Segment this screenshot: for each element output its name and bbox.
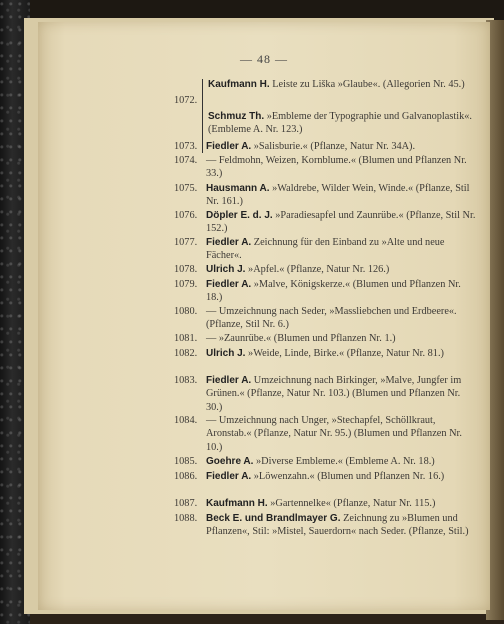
entry-number: 1072. (174, 95, 198, 106)
entry-text (206, 236, 478, 263)
entry-number: 1079. (174, 279, 198, 290)
entry-description: — »Zaunrübe.« (Blumen und Pflanzen Nr. 1.) (206, 333, 396, 344)
artist-name: Beck E. und Brandlmayer G. (206, 513, 341, 524)
entry-description: »Waldrebe, Wilder Wein, Winde.« (Pflanze, Stil Nr. 161.) (206, 183, 470, 208)
entry-text (206, 154, 478, 181)
artist-name: Kaufmann H. (208, 79, 270, 90)
entry-text (206, 470, 478, 483)
artist-name: Fiedler A. (206, 141, 252, 152)
entry-text (208, 110, 480, 137)
artist-name: Fiedler A. (206, 279, 252, 290)
page-number: — 48 — (240, 52, 288, 66)
entry-number: 1078. (174, 264, 198, 275)
artist-name: Ulrich J. (206, 264, 246, 275)
entry-description: Zeichnung für den Einband zu »Alte und neue Fächer«. (206, 237, 445, 262)
entry-number: 1087. (174, 498, 198, 509)
entry-text (206, 455, 478, 468)
entry-description: — Umzeichnung nach Unger, »Stechapfel, Schöllkraut, Aronstab.« (Pflanze, Natur Nr. 95.) (Blumen und Pflanzen Nr. 10.) (206, 415, 462, 453)
entry-description: Leiste zu Liška »Glaube«. (Allegorien Nr. 45.) (272, 79, 465, 90)
entry-description: »Diverse Embleme.« (Embleme A. Nr. 18.) (256, 456, 435, 467)
entry-text (206, 140, 478, 153)
artist-name: Kaufmann H. (206, 498, 268, 509)
entry-number: 1084. (174, 415, 198, 426)
entry-description: »Salisburie.« (Pflanze, Natur Nr. 34A). (253, 141, 416, 152)
artist-name: Schmuz Th. (208, 111, 265, 122)
entry-number: 1075. (174, 183, 198, 194)
entry-text (208, 78, 480, 91)
entry-number: 1076. (174, 210, 198, 221)
entry-number: 1081. (174, 333, 198, 344)
entry-number: 1088. (174, 513, 198, 524)
entry-text (206, 414, 478, 454)
artist-name: Goehre A. (206, 456, 254, 467)
catalog-page (38, 22, 490, 610)
entry-description: Umzeichnung nach Birkinger, »Malve, Jungfer im Grünen.« (Pflanze, Natur Nr. 103.) (Blumen und Pflanzen Nr. 30.) (206, 375, 462, 413)
entry-number: 1085. (174, 456, 198, 467)
entry-description: »Löwenzahn.« (Blumen und Pflanzen Nr. 16.) (253, 471, 445, 482)
entry-text (206, 497, 478, 510)
entry-number: 1073. (174, 141, 198, 152)
artist-name: Fiedler A. (206, 471, 252, 482)
entry-number: 1080. (174, 306, 198, 317)
entry-description: »Gartennelke« (Pflanze, Natur Nr. 115.) (270, 498, 436, 509)
artist-name: Hausmann A. (206, 183, 270, 194)
entry-text (206, 209, 478, 236)
entry-text (206, 263, 478, 276)
entry-description: »Apfel.« (Pflanze, Natur Nr. 126.) (248, 264, 390, 275)
entry-text (206, 332, 478, 345)
entry-text (206, 305, 478, 332)
entry-description: »Embleme der Typographie und Galvanoplastik«. (Embleme A. Nr. 123.) (208, 111, 472, 136)
artist-name: Ulrich J. (206, 348, 246, 359)
entry-description: — Feldmohn, Weizen, Kornblume.« (Blumen und Pflanzen Nr. 33.) (206, 155, 467, 180)
entry-text (206, 512, 478, 539)
entry-description: »Weide, Linde, Birke.« (Pflanze, Natur Nr. 81.) (248, 348, 444, 359)
entry-description: »Malve, Königskerze.« (Blumen und Pflanzen Nr. 18.) (206, 279, 461, 304)
entry-text (206, 347, 478, 360)
artist-name: Fiedler A. (206, 237, 252, 248)
entry-text (206, 278, 478, 305)
entry-number: 1082. (174, 348, 198, 359)
entry-description: Zeichnung zu »Blumen und Pflanzen«, Stil: »Mistel, Sauerdorn« nach Seder. (Pflanze, Stil.) (206, 513, 469, 538)
artist-name: Fiedler A. (206, 375, 252, 386)
entry-number: 1086. (174, 471, 198, 482)
entry-text (206, 374, 478, 414)
entry-description: — Umzeichnung nach Seder, »Massliebchen und Erdbeere«. (Pflanze, Stil Nr. 6.) (206, 306, 457, 331)
artist-name: Döpler E. d. J. (206, 210, 273, 221)
entry-number: 1077. (174, 237, 198, 248)
entry-text (206, 182, 478, 209)
entry-number: 1074. (174, 155, 198, 166)
entry-description: »Paradiesapfel und Zaunrübe.« (Pflanze, Stil Nr. 152.) (206, 210, 476, 235)
entry-number: 1083. (174, 375, 198, 386)
